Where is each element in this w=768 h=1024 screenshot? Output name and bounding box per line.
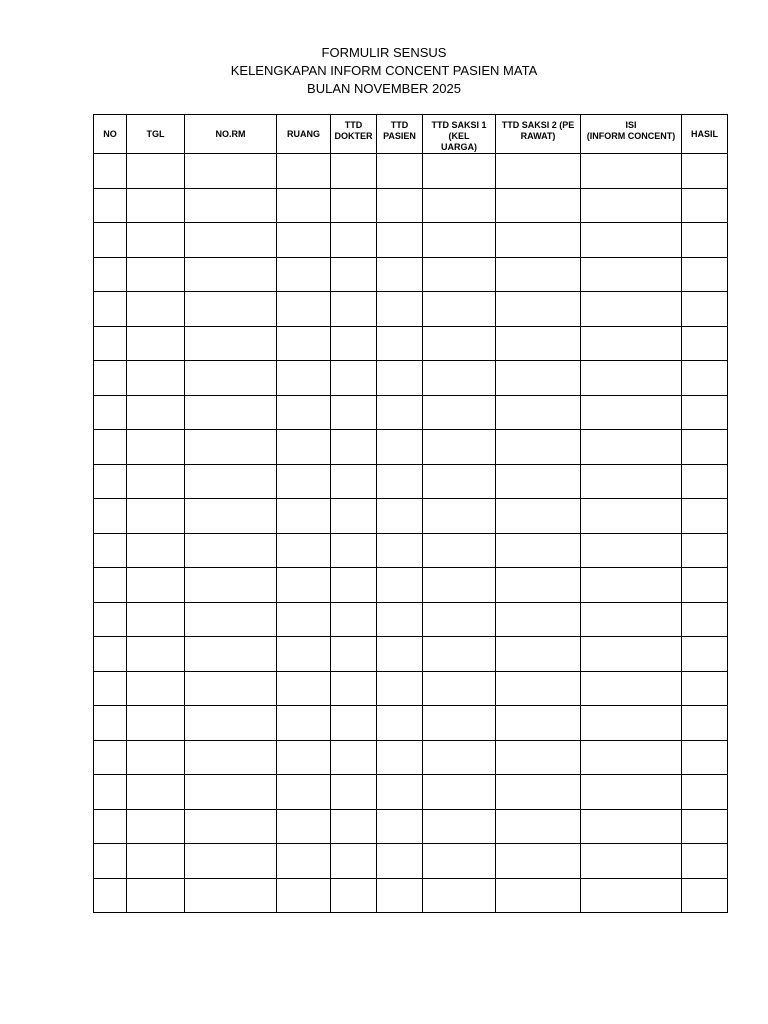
table-cell: [496, 154, 581, 189]
table-cell: [682, 878, 728, 913]
table-cell: [185, 154, 277, 189]
table-cell: [496, 775, 581, 810]
table-cell: [496, 637, 581, 672]
table-cell: [127, 637, 185, 672]
table-cell: [185, 257, 277, 292]
table-row: [94, 430, 728, 465]
table-cell: [581, 775, 682, 810]
table-cell: [682, 257, 728, 292]
table-row: [94, 775, 728, 810]
table-cell: [377, 430, 423, 465]
table-cell: [277, 878, 331, 913]
table-cell: [185, 361, 277, 396]
table-cell: [331, 878, 377, 913]
table-cell: [331, 223, 377, 258]
table-cell: [682, 637, 728, 672]
col-header-no: NO: [94, 115, 127, 154]
table-cell: [331, 188, 377, 223]
table-cell: [682, 568, 728, 603]
table-cell: [423, 326, 496, 361]
table-cell: [277, 533, 331, 568]
table-cell: [581, 292, 682, 327]
table-cell: [277, 326, 331, 361]
table-cell: [377, 637, 423, 672]
table-cell: [581, 188, 682, 223]
table-cell: [423, 464, 496, 499]
table-cell: [277, 188, 331, 223]
table-cell: [682, 706, 728, 741]
table-cell: [94, 430, 127, 465]
col-header-ttd-saksi-1-line2: UARGA): [441, 142, 477, 152]
table-cell: [423, 568, 496, 603]
table-cell: [682, 740, 728, 775]
table-cell: [127, 533, 185, 568]
table-cell: [377, 844, 423, 879]
table-cell: [127, 257, 185, 292]
table-row: [94, 464, 728, 499]
table-cell: [496, 361, 581, 396]
table-cell: [94, 637, 127, 672]
table-cell: [423, 257, 496, 292]
table-cell: [423, 706, 496, 741]
col-header-ttd-saksi-2: [496, 115, 581, 154]
table-cell: [277, 257, 331, 292]
table-cell: [127, 568, 185, 603]
col-header-ttd-dokter-line1: TTD: [344, 120, 363, 130]
table-row: [94, 878, 728, 913]
table-cell: [331, 257, 377, 292]
table-cell: [581, 568, 682, 603]
table-cell: [682, 326, 728, 361]
table-cell: [277, 499, 331, 534]
table-cell: [581, 740, 682, 775]
table-cell: [423, 637, 496, 672]
table-cell: [581, 878, 682, 913]
census-table: [93, 114, 728, 913]
table-cell: [127, 464, 185, 499]
table-cell: [94, 223, 127, 258]
col-header-ttd-pasien-line2: PASIEN: [383, 131, 416, 141]
table-cell: [581, 464, 682, 499]
table-row: [94, 671, 728, 706]
table-cell: [331, 671, 377, 706]
table-cell: [682, 464, 728, 499]
table-cell: [331, 361, 377, 396]
table-cell: [496, 292, 581, 327]
table-cell: [94, 844, 127, 879]
table-cell: [682, 361, 728, 396]
table-cell: [377, 464, 423, 499]
table-cell: [377, 740, 423, 775]
table-cell: [185, 809, 277, 844]
table-cell: [127, 326, 185, 361]
table-cell: [331, 499, 377, 534]
table-cell: [127, 223, 185, 258]
table-cell: [94, 740, 127, 775]
col-header-ttd-saksi-2-line2: RAWAT): [520, 131, 556, 141]
table-cell: [581, 602, 682, 637]
table-cell: [682, 154, 728, 189]
table-cell: [496, 878, 581, 913]
table-cell: [423, 775, 496, 810]
table-row: [94, 292, 728, 327]
table-cell: [682, 223, 728, 258]
table-cell: [423, 361, 496, 396]
table-cell: [185, 878, 277, 913]
table-cell: [331, 326, 377, 361]
col-header-ttd-saksi-2-line1: TTD SAKSI 2 (PE: [501, 120, 575, 130]
table-cell: [185, 464, 277, 499]
table-row: [94, 740, 728, 775]
table-row: [94, 499, 728, 534]
table-cell: [127, 361, 185, 396]
table-cell: [682, 775, 728, 810]
table-cell: [127, 809, 185, 844]
table-cell: [377, 223, 423, 258]
table-cell: [185, 740, 277, 775]
table-cell: [94, 775, 127, 810]
table-cell: [277, 464, 331, 499]
table-cell: [127, 602, 185, 637]
table-cell: [331, 844, 377, 879]
table-cell: [581, 326, 682, 361]
table-cell: [581, 223, 682, 258]
table-cell: [581, 533, 682, 568]
table-cell: [185, 326, 277, 361]
table-cell: [496, 430, 581, 465]
table-cell: [127, 878, 185, 913]
table-cell: [682, 188, 728, 223]
table-row: [94, 154, 728, 189]
table-cell: [127, 775, 185, 810]
table-cell: [496, 464, 581, 499]
table-cell: [377, 878, 423, 913]
table-row: [94, 844, 728, 879]
table-cell: [185, 430, 277, 465]
table-cell: [94, 706, 127, 741]
table-cell: [94, 361, 127, 396]
table-cell: [277, 637, 331, 672]
table-cell: [682, 430, 728, 465]
table-row: [94, 568, 728, 603]
col-header-ttd-saksi-1-line1: TTD SAKSI 1 (KEL: [431, 120, 487, 141]
table-cell: [127, 740, 185, 775]
table-cell: [496, 499, 581, 534]
table-cell: [682, 844, 728, 879]
table-cell: [581, 671, 682, 706]
table-cell: [423, 602, 496, 637]
table-cell: [185, 706, 277, 741]
table-cell: [423, 671, 496, 706]
table-row: [94, 257, 728, 292]
col-header-isi: [581, 115, 682, 154]
table-row: [94, 223, 728, 258]
table-cell: [185, 671, 277, 706]
table-row: [94, 706, 728, 741]
table-cell: [277, 809, 331, 844]
table-cell: [377, 706, 423, 741]
table-cell: [127, 844, 185, 879]
table-cell: [94, 602, 127, 637]
table-cell: [94, 568, 127, 603]
table-cell: [94, 292, 127, 327]
table-cell: [496, 602, 581, 637]
table-cell: [94, 395, 127, 430]
table-cell: [185, 775, 277, 810]
table-cell: [277, 292, 331, 327]
table-cell: [682, 671, 728, 706]
table-cell: [127, 499, 185, 534]
table-row: [94, 188, 728, 223]
table-cell: [185, 844, 277, 879]
table-cell: [277, 568, 331, 603]
table-cell: [94, 499, 127, 534]
table-cell: [331, 740, 377, 775]
table-cell: [581, 154, 682, 189]
table-cell: [496, 809, 581, 844]
table-cell: [185, 292, 277, 327]
form-subtitle: KELENGKAPAN INFORM CONCENT PASIEN MATA: [230, 63, 538, 78]
table-row: [94, 809, 728, 844]
table-cell: [423, 844, 496, 879]
table-cell: [331, 775, 377, 810]
table-cell: [423, 533, 496, 568]
table-cell: [581, 499, 682, 534]
col-header-ttd-pasien: [377, 115, 423, 154]
table-cell: [423, 395, 496, 430]
table-cell: [377, 257, 423, 292]
table-cell: [331, 568, 377, 603]
table-row: [94, 395, 728, 430]
table-cell: [185, 188, 277, 223]
table-cell: [682, 533, 728, 568]
table-cell: [377, 395, 423, 430]
table-cell: [581, 706, 682, 741]
table-cell: [277, 602, 331, 637]
table-cell: [94, 878, 127, 913]
table-cell: [331, 430, 377, 465]
table-cell: [277, 775, 331, 810]
table-cell: [94, 257, 127, 292]
col-header-tgl: TGL: [127, 115, 185, 154]
table-cell: [277, 844, 331, 879]
table-body: [94, 154, 728, 913]
col-header-ttd-saksi-1: [423, 115, 496, 154]
col-header-isi-line1: ISI: [625, 120, 637, 130]
table-cell: [682, 602, 728, 637]
table-cell: [331, 706, 377, 741]
table-cell: [496, 706, 581, 741]
table-cell: [185, 395, 277, 430]
table-cell: [377, 188, 423, 223]
table-cell: [185, 223, 277, 258]
table-cell: [423, 188, 496, 223]
table-cell: [277, 671, 331, 706]
table-cell: [377, 499, 423, 534]
table-cell: [377, 533, 423, 568]
table-row: [94, 326, 728, 361]
table-cell: [496, 188, 581, 223]
col-header-ttd-dokter: [331, 115, 377, 154]
table-cell: [423, 809, 496, 844]
table-cell: [496, 223, 581, 258]
table-cell: [377, 775, 423, 810]
col-header-ttd-pasien-line1: TTD: [390, 120, 409, 130]
table-cell: [127, 395, 185, 430]
col-header-ttd-dokter-line2: DOKTER: [334, 131, 373, 141]
table-cell: [331, 395, 377, 430]
table-row: [94, 602, 728, 637]
col-header-no-rm: NO.RM: [185, 115, 277, 154]
table-cell: [496, 844, 581, 879]
table-cell: [682, 499, 728, 534]
table-cell: [94, 671, 127, 706]
table-row: [94, 533, 728, 568]
table-cell: [496, 671, 581, 706]
table-cell: [331, 292, 377, 327]
table-cell: [581, 637, 682, 672]
table-header-row: [94, 115, 728, 154]
table-cell: [185, 602, 277, 637]
table-cell: [423, 430, 496, 465]
table-cell: [277, 361, 331, 396]
table-cell: [423, 878, 496, 913]
form-title-block: [0, 44, 768, 98]
table-cell: [496, 395, 581, 430]
table-cell: [377, 326, 423, 361]
table-cell: [277, 706, 331, 741]
table-cell: [94, 154, 127, 189]
table-cell: [581, 395, 682, 430]
table-cell: [377, 568, 423, 603]
form-title: FORMULIR SENSUS: [321, 45, 447, 60]
table-cell: [94, 326, 127, 361]
table-cell: [277, 395, 331, 430]
table-cell: [496, 740, 581, 775]
table-cell: [581, 430, 682, 465]
table-cell: [277, 223, 331, 258]
table-cell: [331, 637, 377, 672]
table-cell: [331, 809, 377, 844]
form-period: BULAN NOVEMBER 2025: [307, 81, 461, 96]
table-cell: [682, 292, 728, 327]
table-cell: [185, 499, 277, 534]
table-cell: [127, 188, 185, 223]
table-cell: [423, 223, 496, 258]
table-cell: [581, 844, 682, 879]
table-cell: [185, 533, 277, 568]
table-cell: [277, 740, 331, 775]
table-cell: [127, 706, 185, 741]
table-cell: [127, 430, 185, 465]
table-cell: [496, 326, 581, 361]
table-cell: [94, 188, 127, 223]
table-cell: [94, 809, 127, 844]
table-cell: [682, 809, 728, 844]
table-cell: [423, 740, 496, 775]
table-row: [94, 637, 728, 672]
col-header-hasil: HASIL: [682, 115, 728, 154]
table-cell: [185, 568, 277, 603]
table-cell: [94, 533, 127, 568]
table-cell: [127, 154, 185, 189]
col-header-ruang: RUANG: [277, 115, 331, 154]
table-cell: [377, 671, 423, 706]
table-cell: [423, 154, 496, 189]
table-cell: [496, 257, 581, 292]
table-cell: [127, 671, 185, 706]
table-cell: [331, 533, 377, 568]
table-row: [94, 361, 728, 396]
table-cell: [331, 464, 377, 499]
table-cell: [185, 637, 277, 672]
table-cell: [496, 568, 581, 603]
col-header-isi-line2: (INFORM CONCENT): [586, 131, 676, 141]
table-cell: [496, 533, 581, 568]
table-cell: [377, 809, 423, 844]
table-cell: [423, 499, 496, 534]
table-cell: [331, 154, 377, 189]
table-cell: [331, 602, 377, 637]
table-cell: [94, 464, 127, 499]
table-cell: [581, 257, 682, 292]
table-cell: [581, 809, 682, 844]
table-cell: [581, 361, 682, 396]
table-cell: [377, 361, 423, 396]
table-cell: [377, 292, 423, 327]
table-cell: [377, 154, 423, 189]
table-cell: [277, 430, 331, 465]
table-cell: [682, 395, 728, 430]
table-cell: [127, 292, 185, 327]
table-cell: [377, 602, 423, 637]
table-cell: [277, 154, 331, 189]
table-cell: [423, 292, 496, 327]
